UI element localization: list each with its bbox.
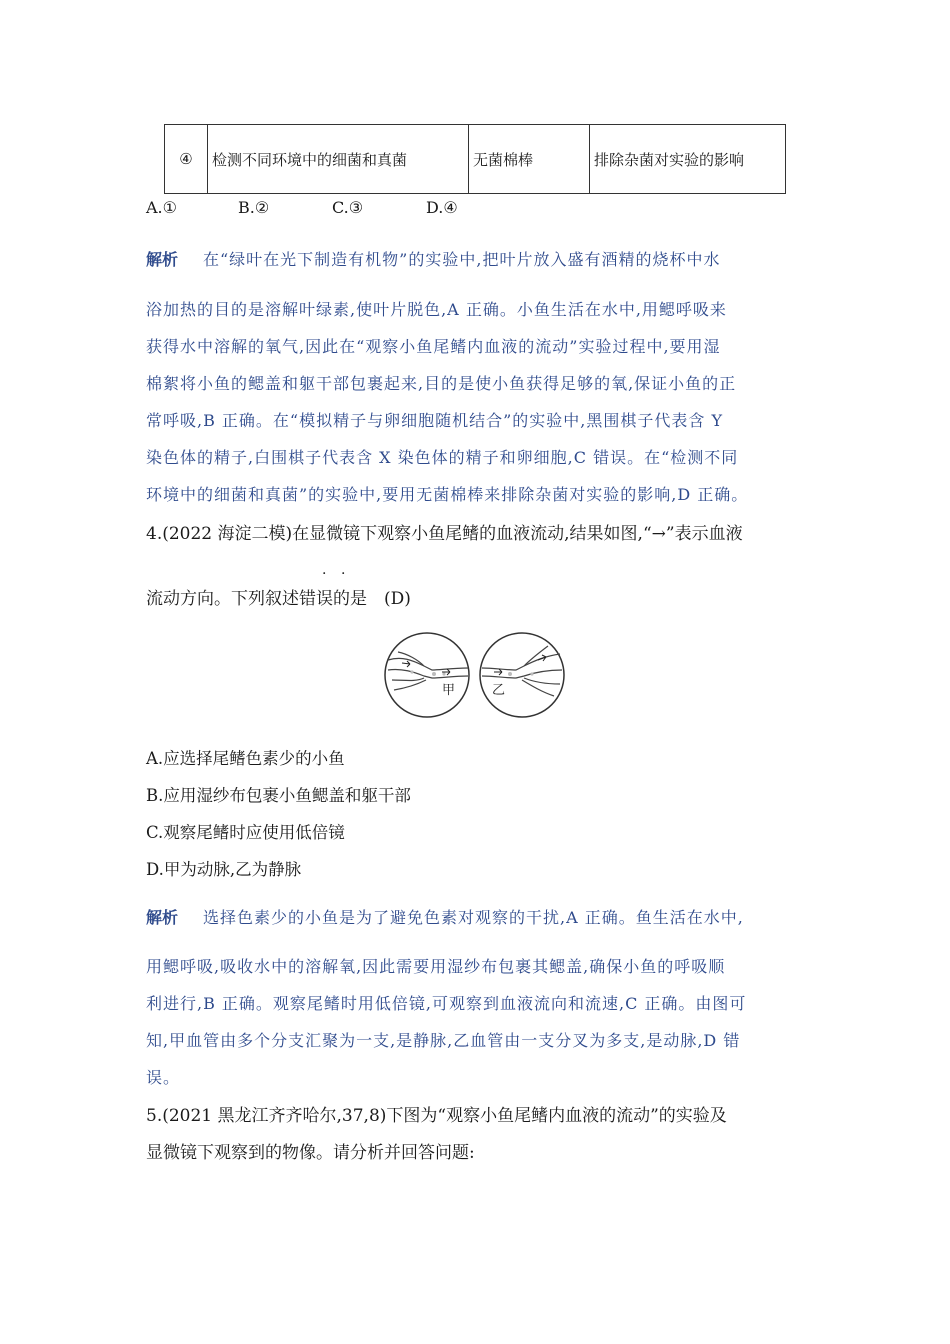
analysis-line: 获得水中溶解的氧气,因此在“观察小鱼尾鳍内血液的流动”实验过程中,要用湿 bbox=[146, 337, 721, 356]
row-number: ④ bbox=[165, 125, 208, 194]
q4-option-a: A.应选择尾鳍色素少的小鱼 bbox=[146, 749, 345, 768]
label-jia: 甲 bbox=[442, 683, 456, 698]
view-jia bbox=[385, 633, 469, 717]
emphasis-dot: · bbox=[341, 566, 346, 582]
analysis-line: 常呼吸,B 正确。在“模拟精子与卵细胞随机结合”的实验中,黑围棋子代表含 Y bbox=[146, 411, 724, 430]
analysis-line: 棉絮将小鱼的鳃盖和躯干部包裹起来,目的是使小鱼获得足够的氧,保证小鱼的正 bbox=[146, 374, 737, 393]
experiment-purpose: 排除杂菌对实验的影响 bbox=[590, 125, 786, 194]
q5-stem-line1: 5.(2021 黑龙江齐齐哈尔,37,8)下图为“观察小鱼尾鳍内血液的流动”的实验及 bbox=[146, 1106, 727, 1126]
analysis-line: 染色体的精子,白围棋子代表含 X 染色体的精子和卵细胞,C 错误。在“检测不同 bbox=[146, 448, 739, 467]
q4-option-d: D.甲为动脉,乙为静脉 bbox=[146, 860, 302, 879]
option-c: C.③ bbox=[332, 198, 364, 217]
emphasis-dot: · bbox=[322, 566, 327, 582]
q4-stem-line1: 4.(2022 海淀二模)在显微镜下观察小鱼尾鳍的血液流动,结果如图,“→”表示血液 bbox=[146, 524, 743, 544]
experiment-name: 检测不同环境中的细菌和真菌 bbox=[208, 125, 469, 194]
analysis-line: 知,甲血管由多个分支汇聚为一支,是静脉,乙血管由一支分叉为多支,是动脉,D 错 bbox=[146, 1031, 741, 1050]
analysis-line: 误。 bbox=[146, 1068, 181, 1087]
label-yi: 乙 bbox=[492, 683, 506, 698]
view-yi bbox=[480, 633, 564, 717]
option-d: D.④ bbox=[426, 198, 458, 217]
q4-option-b: B.应用湿纱布包裹小鱼鳃盖和躯干部 bbox=[146, 786, 411, 805]
analysis-line: 用鳃呼吸,吸收水中的溶解氧,因此需要用湿纱布包裹其鳃盖,确保小鱼的呼吸顺 bbox=[146, 957, 726, 976]
analysis-line: 利进行,B 正确。观察尾鳍时用低倍镜,可观察到血液流向和流速,C 正确。由图可 bbox=[146, 994, 747, 1013]
table-row bbox=[165, 125, 786, 194]
q4-stem-line2: 流动方向。下列叙述错误的是 (D) bbox=[146, 589, 411, 609]
q4-option-c: C.观察尾鳍时应使用低倍镜 bbox=[146, 823, 345, 842]
analysis-line: 浴加热的目的是溶解叶绿素,使叶片脱色,A 正确。小鱼生活在水中,用鳃呼吸来 bbox=[146, 300, 727, 319]
q5-stem-line2: 显微镜下观察到的物像。请分析并回答问题: bbox=[146, 1143, 475, 1163]
analysis-label: 解析 bbox=[146, 908, 179, 927]
option-a: A.① bbox=[146, 198, 177, 217]
analysis-line: 在“绿叶在光下制造有机物”的实验中,把叶片放入盛有酒精的烧杯中水 bbox=[203, 250, 721, 269]
blood-vessel-figure bbox=[382, 630, 568, 720]
analysis-label: 解析 bbox=[146, 250, 179, 269]
experiment-table bbox=[164, 124, 786, 194]
analysis-line: 环境中的细菌和真菌”的实验中,要用无菌棉棒来排除杂菌对实验的影响,D 正确。 bbox=[146, 485, 749, 504]
analysis-line: 选择色素少的小鱼是为了避免色素对观察的干扰,A 正确。鱼生活在水中, bbox=[203, 908, 744, 927]
option-b: B.② bbox=[238, 198, 270, 217]
experiment-tool: 无菌棉棒 bbox=[469, 125, 590, 194]
